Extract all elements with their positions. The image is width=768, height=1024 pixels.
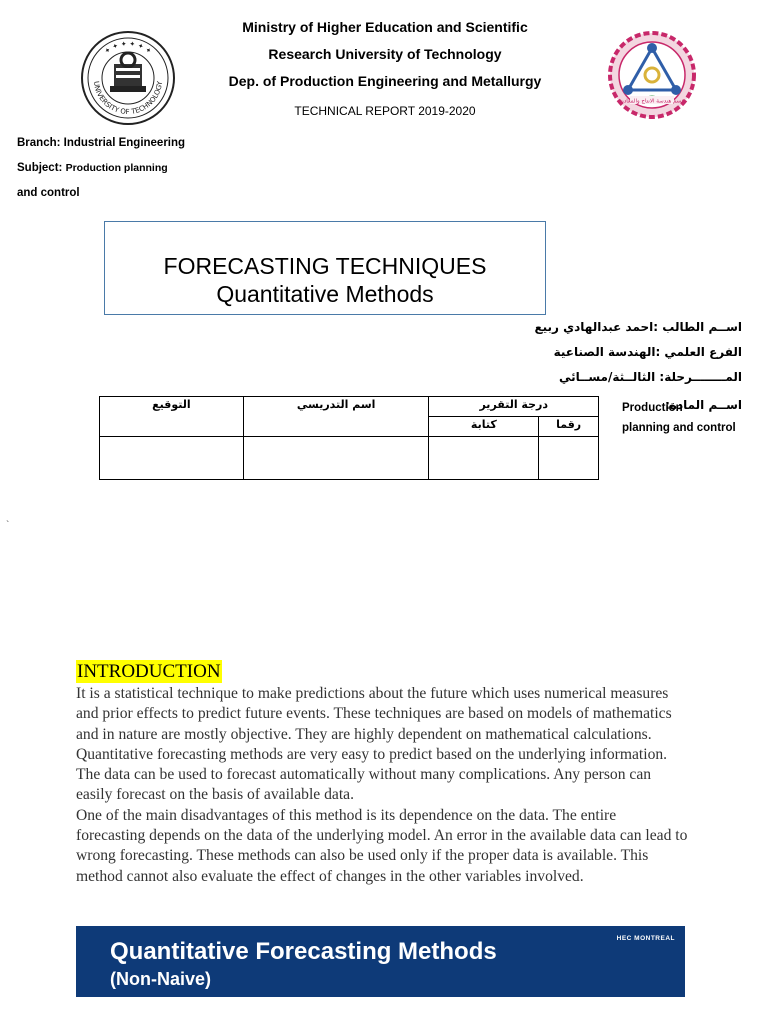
grade-numbers-cell xyxy=(539,437,599,480)
grade-table xyxy=(99,396,599,480)
intro-body xyxy=(76,684,688,887)
course-value xyxy=(622,398,752,438)
grade-words-header: كتابة xyxy=(429,417,539,437)
grade-words-cell xyxy=(429,437,539,480)
signature-header: التوقيع xyxy=(100,397,244,437)
intro-heading: INTRODUCTION xyxy=(77,661,221,682)
slide-banner xyxy=(76,926,685,997)
teacher-header: اسم التدريسي xyxy=(243,397,429,437)
header-department: Dep. of Production Engineering and Metallurgy xyxy=(228,73,542,89)
title-box xyxy=(104,221,546,315)
intro-paragraph-1: It is a statistical technique to make predictions about the future which uses numerical measures and prior effects to predict future events. These techniques are based on models of mathematics and in nature are mostly objective. They are highly dependent on mathematical calculations. xyxy=(76,685,672,743)
student-name: اســم الطالب :احمد عبدالهادي ربيع xyxy=(534,320,742,334)
svg-text:✦ ✦ ✦ ✦ ✦ ✦: ✦ ✦ ✦ ✦ ✦ ✦ xyxy=(103,39,153,56)
subject-continuation: and control xyxy=(17,187,80,199)
signature-cell xyxy=(100,437,244,480)
subject-label: Subject: xyxy=(17,162,63,174)
banner-title: Quantitative Forecasting Methods xyxy=(110,938,497,965)
title-sub: Quantitative Methods xyxy=(216,281,434,307)
stray-mark: ` xyxy=(6,520,10,531)
course-value-line2: planning and control xyxy=(622,422,736,434)
subject-line xyxy=(17,162,168,174)
intro-paragraph-2: Quantitative forecasting methods are very easy to predict based on the underlying information. The data can be used to forecast automatically without many complications. Any person can easily forecast on the basis of available data. xyxy=(76,745,668,804)
banner-subtitle: (Non-Naive) xyxy=(110,969,212,989)
banner-brand: HEC MONTREAL xyxy=(616,935,675,942)
intro-paragraph-3: One of the main disadvantages of this method is its dependence on the data. The entire forecasting depends on the data of the underlying model. An error in the available data can lead to wrong forecasting. These methods can also be used only if the proper data is available. This method cannot also evaluate the effect of changes in the other variables involved. xyxy=(76,806,688,885)
header-university: Research University of Technology xyxy=(268,46,502,62)
university-seal-logo xyxy=(80,30,176,126)
student-department: الفرع العلمي :الهندسة الصناعية xyxy=(553,345,742,359)
header-report-year: TECHNICAL REPORT 2019-2020 xyxy=(294,104,476,118)
svg-text:قسم هندسة الانتاج والمعادن: قسم هندسة الانتاج والمعادن xyxy=(619,98,685,105)
header-ministry: Ministry of Higher Education and Scientific xyxy=(242,19,528,35)
course-label: اســم المادة: xyxy=(665,398,742,412)
subject-value: Production planning xyxy=(65,162,168,174)
grade-header: درجة التقرير xyxy=(429,397,599,417)
course-value-line1: Production xyxy=(622,402,683,414)
grade-numbers-header: رقما xyxy=(539,417,599,437)
title-main: FORECASTING TECHNIQUES xyxy=(163,253,487,279)
teacher-cell xyxy=(243,437,429,480)
branch-label: Branch: Industrial Engineering xyxy=(17,137,186,149)
svg-text:UNIVERSITY OF TECHNOLOGY: UNIVERSITY OF TECHNOLOGY xyxy=(91,80,165,117)
department-logo xyxy=(604,30,700,120)
student-stage: المــــــــرحلة: الثالــثة/مســائي xyxy=(558,370,742,384)
